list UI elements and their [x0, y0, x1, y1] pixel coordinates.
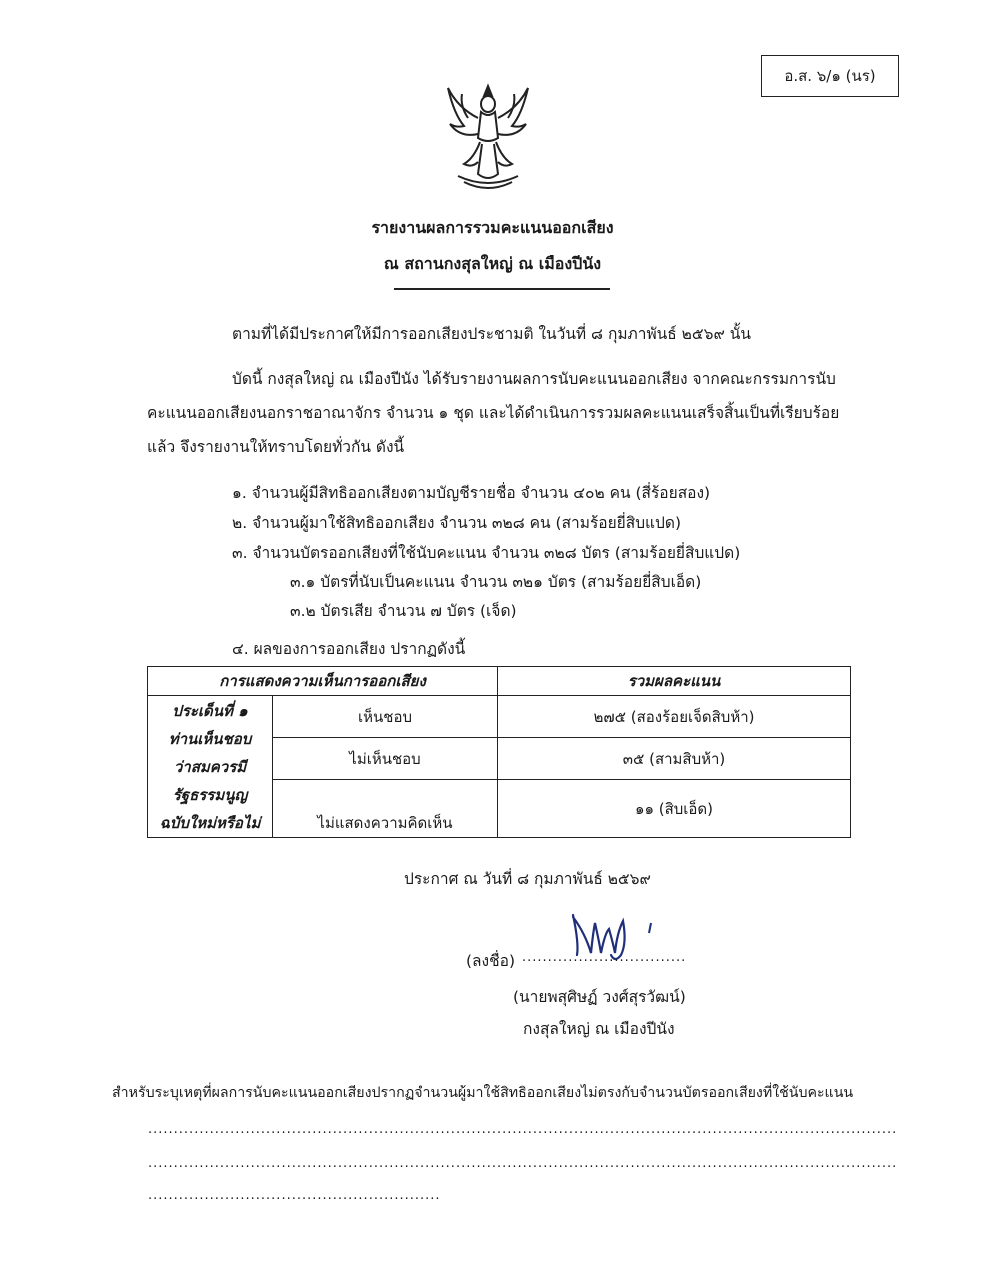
announcement-date: ประกาศ ณ วันที่ ๘ กุมภาพันธ์ ๒๕๖๙ [404, 870, 651, 888]
col-opinion-header: การแสดงความเห็นการออกเสียง [148, 667, 498, 696]
item-2: ๒. จำนวนผู้มาใช้สิทธิออกเสียง จำนวน ๓๒๘ คน (สามร้อยยี่สิบแปด) [232, 514, 681, 532]
table-header-row [148, 667, 851, 696]
issue-line: ว่าสมควรมี [173, 757, 247, 776]
option-no-opinion: ไม่แสดงความคิดเห็น [273, 780, 498, 838]
footnote-line-1: .................................................................................................................................................. [148, 1122, 898, 1137]
total-approve: ๒๗๕ (สองร้อยเจ็ดสิบห้า) [498, 696, 851, 738]
body-line-1: บัดนี้ กงสุลใหญ่ ณ เมืองปีนัง ได้รับรายงานผลการนับคะแนนออกเสียง จากคณะกรรมการนับ [232, 370, 836, 388]
issue-line: ท่านเห็นชอบ [168, 729, 252, 748]
footnote-line-3: ......................................................... [148, 1188, 441, 1203]
option-approve: เห็นชอบ [273, 696, 498, 738]
intro-paragraph: ตามที่ได้มีประกาศให้มีการออกเสียงประชามติ ในวันที่ ๘ กุมภาพันธ์ ๒๕๖๙ นั้น [232, 325, 751, 343]
item-3-1: ๓.๑ บัตรที่นับเป็นคะแนน จำนวน ๓๒๑ บัตร (สามร้อยยี่สิบเอ็ด) [290, 573, 702, 591]
issue-line: รัฐธรรมนูญ [172, 785, 248, 804]
item-3: ๓. จำนวนบัตรออกเสียงที่ใช้นับคะแนน จำนวน ๓๒๘ บัตร (สามร้อยยี่สิบแปด) [232, 544, 741, 562]
signer-position: กงสุลใหญ่ ณ เมืองปีนัง [523, 1020, 675, 1038]
report-subtitle: ณ สถานกงสุลใหญ่ ณ เมืองปีนัง [383, 254, 602, 273]
footnote-text: สำหรับระบุเหตุที่ผลการนับคะแนนออกเสียงปรากฏจำนวนผู้มาใช้สิทธิออกเสียงไม่ตรงกับจำนวนบัตรออกเสียงที่ใช้นับคะแนน [112, 1085, 854, 1101]
total-no-opinion: ๑๑ (สิบเอ็ด) [498, 780, 851, 838]
results-table [147, 666, 851, 838]
issue-cell [148, 696, 273, 838]
body-line-2: คะแนนออกเสียงนอกราชอาณาจักร จำนวน ๑ ชุด และได้ดำเนินการรวมผลคะแนนเสร็จสิ้นเป็นที่เรียบร้อย [147, 404, 840, 422]
signer-name: (นายพสุศิษฏ์ วงศ์สุรวัฒน์) [513, 988, 686, 1006]
report-title: รายงานผลการรวมคะแนนออกเสียง [371, 218, 614, 237]
footnote-line-2: .................................................................................................................................................. [148, 1156, 898, 1171]
garuda-emblem-icon [438, 78, 538, 198]
sign-label: (ลงชื่อ) [466, 952, 515, 970]
form-code: อ.ส. ๖/๑ (นร) [761, 55, 899, 97]
issue-line: ฉบับใหม่หรือไม่ [159, 813, 261, 832]
sign-dots: ................................ [522, 950, 687, 965]
body-line-3: แล้ว จึงรายงานให้ทราบโดยทั่วกัน ดังนี้ [147, 438, 405, 456]
title-divider [394, 288, 610, 290]
item-1: ๑. จำนวนผู้มีสิทธิออกเสียงตามบัญชีรายชื่อ จำนวน ๔๐๒ คน (สี่ร้อยสอง) [232, 484, 711, 502]
option-disapprove: ไม่เห็นชอบ [273, 738, 498, 780]
issue-line: ประเด็นที่ ๑ [172, 701, 248, 720]
table-row [148, 696, 851, 738]
item-4: ๔. ผลของการออกเสียง ปรากฏดังนี้ [232, 640, 466, 658]
item-3-2: ๓.๒ บัตรเสีย จำนวน ๗ บัตร (เจ็ด) [290, 602, 517, 620]
total-disapprove: ๓๕ (สามสิบห้า) [498, 738, 851, 780]
col-total-header: รวมผลคะแนน [498, 667, 851, 696]
